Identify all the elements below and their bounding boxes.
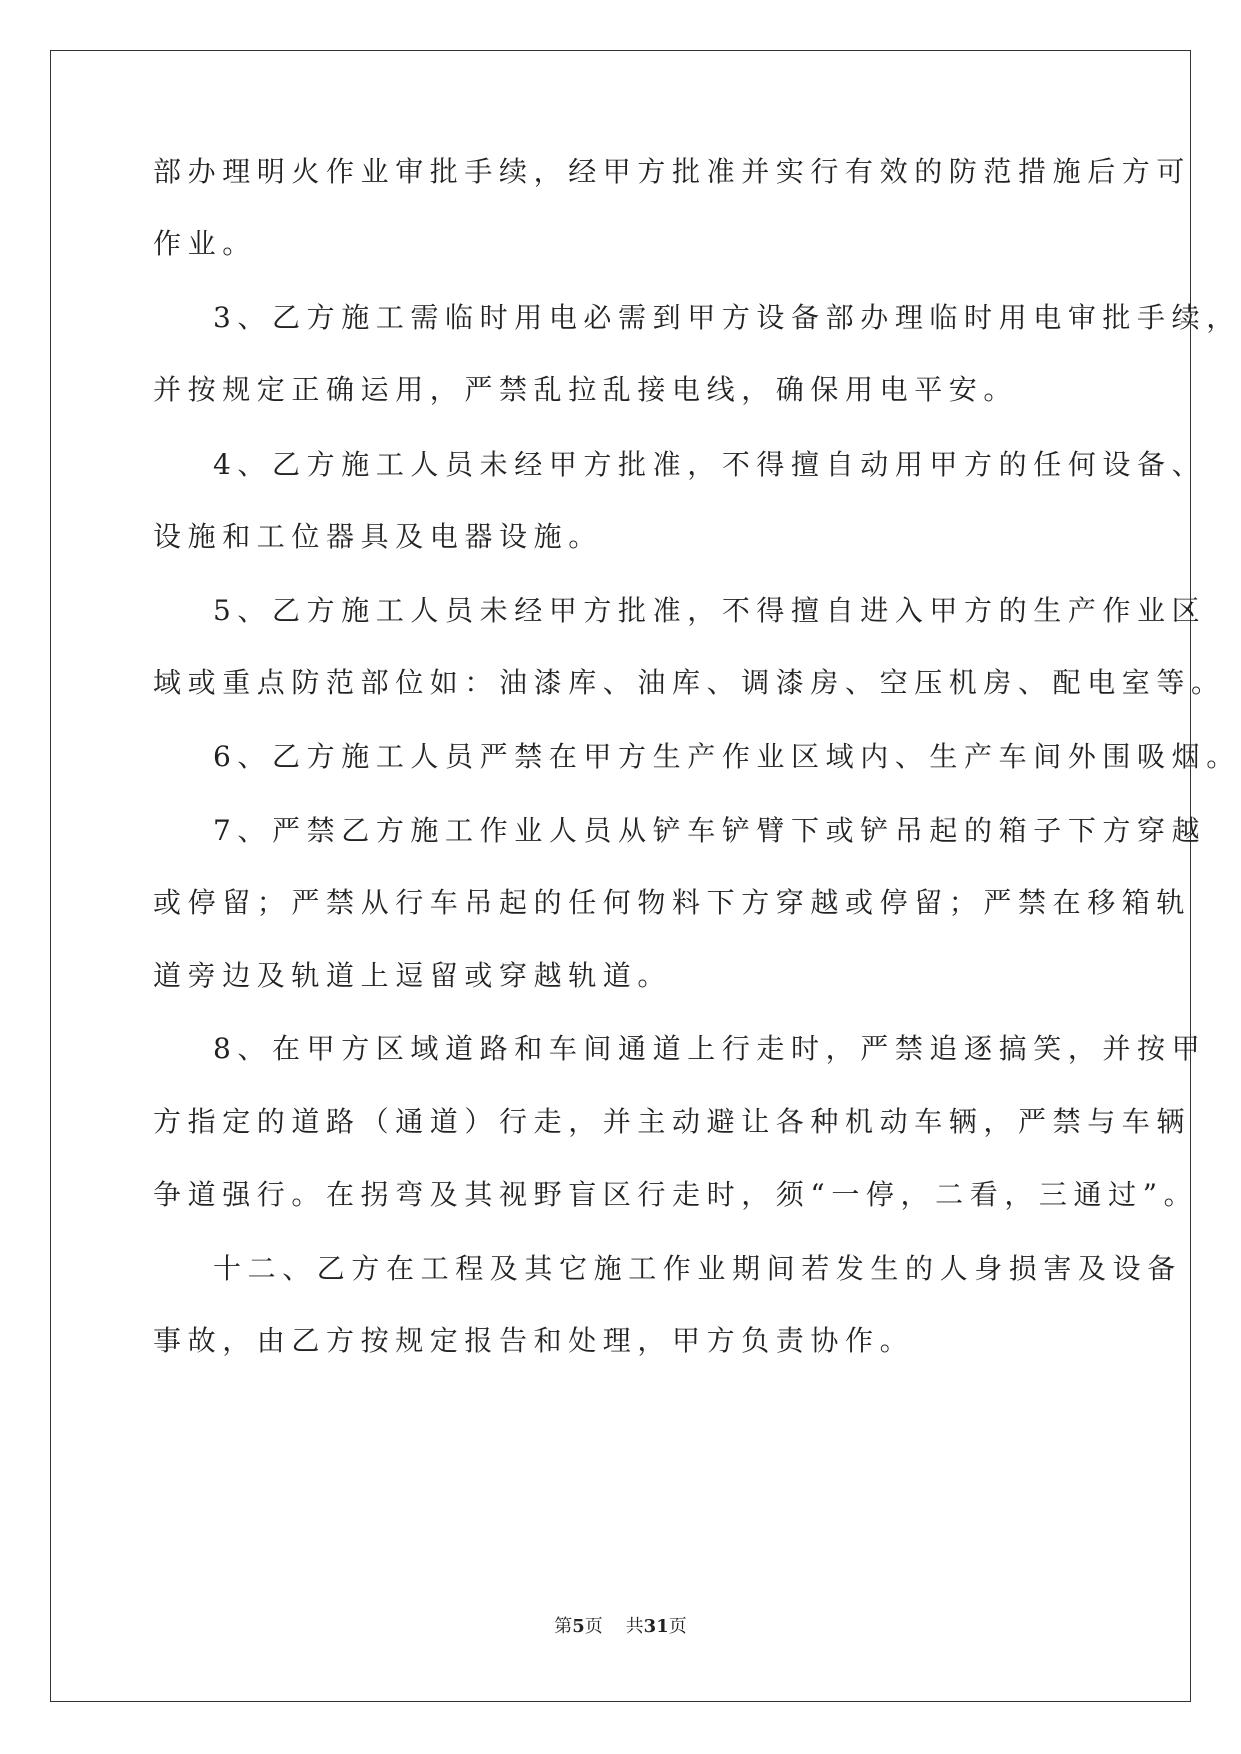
text-line: 6、乙方施工人员严禁在甲方生产作业区域内、生产车间外围吸烟。	[213, 740, 1241, 773]
text-line: 方指定的道路（通道）行走，并主动避让各种机动车辆，严禁与车辆	[153, 1105, 1192, 1138]
text-line: 域或重点防范部位如：油漆库、油库、调漆房、空压机房、配电室等。	[153, 666, 1226, 699]
text-line: 5、乙方施工人员未经甲方批准，不得擅自进入甲方的生产作业区	[213, 594, 1207, 627]
text-line: 道旁边及轨道上逗留或穿越轨道。	[153, 959, 673, 992]
text-line: 3、乙方施工需临时用电必需到甲方设备部办理临时用电审批手续，	[213, 301, 1241, 334]
footer-total-pages: 31	[643, 1616, 669, 1637]
footer-total-suffix: 页	[668, 1616, 687, 1637]
text-line: 作业。	[153, 227, 257, 260]
text-line: 4、乙方施工人员未经甲方批准，不得擅自动用甲方的任何设备、	[213, 448, 1207, 481]
text-line: 或停留；严禁从行车吊起的任何物料下方穿越或停留；严禁在移箱轨	[153, 886, 1192, 919]
footer-page-number: 5	[572, 1616, 585, 1637]
text-line: 8、在甲方区域道路和车间通道上行走时，严禁追逐搞笑，并按甲	[213, 1032, 1207, 1065]
footer-prefix: 第	[554, 1616, 573, 1637]
text-line: 并按规定正确运用，严禁乱拉乱接电线，确保用电平安。	[153, 373, 1019, 406]
text-line: 十二、乙方在工程及其它施工作业期间若发生的人身损害及设备	[213, 1252, 1182, 1285]
text-line: 部办理明火作业审批手续，经甲方批准并实行有效的防范措施后方可	[153, 155, 1192, 188]
text-line: 7、严禁乙方施工作业人员从铲车铲臂下或铲吊起的箱子下方穿越	[213, 814, 1207, 847]
footer-page-suffix: 页	[584, 1616, 603, 1637]
footer-total-prefix: 共	[625, 1616, 644, 1637]
page-footer	[0, 1615, 1241, 1639]
text-line: 设施和工位器具及电器设施。	[153, 520, 603, 553]
text-line: 事故，由乙方按规定报告和处理，甲方负责协作。	[153, 1324, 915, 1357]
text-line: 争道强行。在拐弯及其视野盲区行走时，须“一停，二看，三通过”。	[153, 1178, 1199, 1211]
